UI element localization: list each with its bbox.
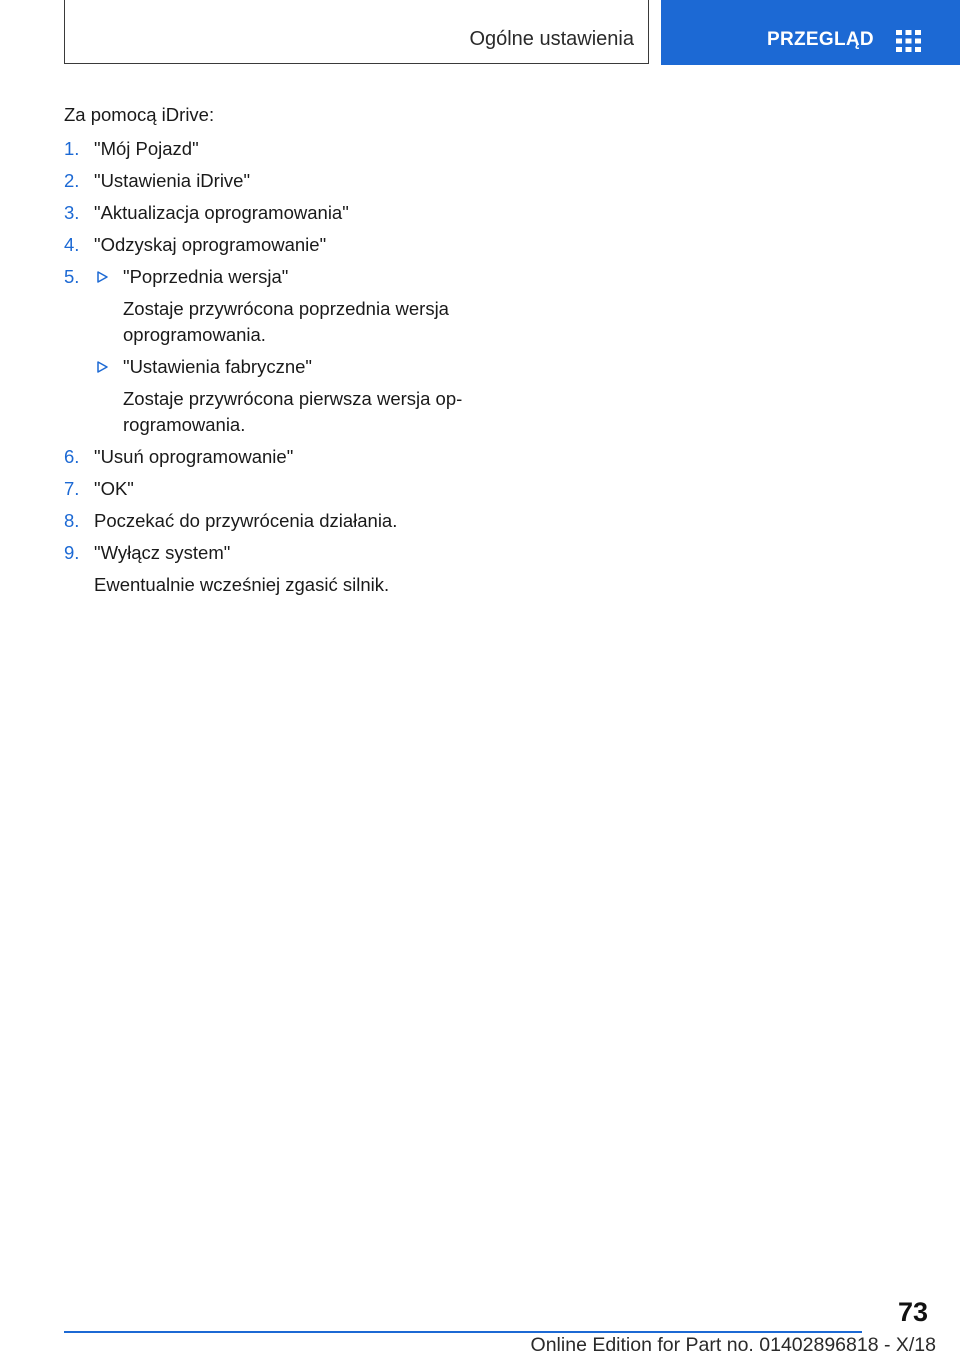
step-text: "Aktualizacja oprogramowania" — [94, 202, 349, 223]
step-text: "Odzyskaj oprogramowanie" — [94, 234, 327, 255]
step-2 — [64, 168, 494, 194]
step-number: 5. — [64, 266, 80, 287]
header-box — [64, 0, 649, 64]
triangle-bullet-icon — [97, 361, 108, 373]
page-number: 73 — [897, 1297, 928, 1327]
section-title: Ogólne ustawienia — [469, 28, 634, 50]
step-text: "Mój Pojazd" — [94, 138, 199, 159]
step-7 — [64, 476, 494, 502]
step-text: Poczekać do przywrócenia działania. — [94, 510, 398, 531]
step-number: 4. — [64, 234, 80, 255]
step-5 — [64, 264, 494, 438]
intro-text: Za pomocą iDrive: — [64, 104, 215, 125]
step-6 — [64, 444, 494, 470]
sub-option-description: Zostaje przywrócona poprzednia wersja oprogramowania. — [123, 298, 449, 345]
triangle-bullet-icon — [97, 271, 108, 283]
sub-option-label: "Ustawienia fabryczne" — [123, 356, 312, 377]
step-number: 1. — [64, 138, 80, 159]
step-text: "Wyłącz system" — [94, 542, 231, 563]
step-text: "Usuń oprogramowanie" — [94, 446, 294, 467]
step-text: "Ustawienia iDrive" — [94, 170, 251, 191]
step-1 — [64, 136, 494, 162]
overview-tab[interactable] — [661, 0, 960, 65]
step-number: 6. — [64, 446, 80, 467]
sub-option-label: "Poprzednia wersja" — [123, 266, 289, 287]
step-number: 7. — [64, 478, 80, 499]
step-number: 3. — [64, 202, 80, 223]
step-4 — [64, 232, 494, 258]
footer-edition: Online Edition for Part no. 01402896818 - X/18 — [530, 1334, 936, 1356]
sub-option-previous-version — [94, 264, 494, 348]
step-3 — [64, 200, 494, 226]
step-text: "OK" — [94, 478, 134, 499]
step-number: 2. — [64, 170, 80, 191]
sub-option-description: Zostaje przywrócona pierwsza wersja oprogramowania. — [123, 388, 463, 435]
step-description: Ewentualnie wcześniej zgasić silnik. — [94, 574, 390, 595]
instructions — [64, 102, 494, 604]
overview-tab-label: PRZEGLĄD — [767, 29, 874, 50]
step-9 — [64, 540, 494, 598]
sub-option-factory-settings — [94, 354, 494, 438]
grid-icon — [896, 30, 921, 52]
step-number: 9. — [64, 542, 80, 563]
footer-divider — [64, 1331, 862, 1333]
step-number: 8. — [64, 510, 80, 531]
step-8 — [64, 508, 494, 534]
